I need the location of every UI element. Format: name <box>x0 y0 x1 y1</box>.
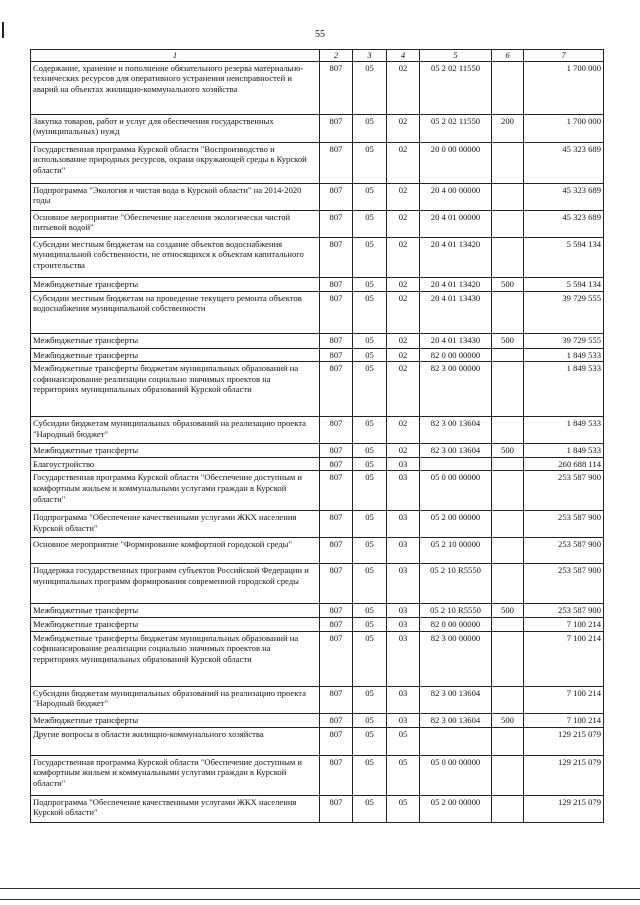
column-header: 6 <box>492 50 524 62</box>
row-ministry-code: 807 <box>320 333 353 348</box>
row-target-code: 82 3 00 13604 <box>420 686 492 713</box>
row-target-code: 05 2 02 11550 <box>420 114 492 142</box>
row-subsection-code: 02 <box>387 444 420 458</box>
row-target-code: 20 4 01 13420 <box>420 237 492 277</box>
row-name: Основное мероприятие "Обеспечение населения экологически чистой питьевой водой" <box>31 210 320 237</box>
row-amount: 129 215 079 <box>524 795 604 822</box>
bottom-divider <box>0 888 640 889</box>
row-target-code: 05 2 10 00000 <box>420 538 492 564</box>
row-ministry-code: 807 <box>320 348 353 362</box>
row-subsection-code: 02 <box>387 417 420 444</box>
row-ministry-code: 807 <box>320 795 353 822</box>
row-target-code: 20 4 01 13420 <box>420 277 492 291</box>
row-section-code: 05 <box>353 210 387 237</box>
table-row <box>31 362 604 417</box>
row-amount: 7 100 214 <box>524 631 604 686</box>
column-header: 1 <box>31 50 320 62</box>
row-subsection-code: 03 <box>387 686 420 713</box>
row-ministry-code: 807 <box>320 511 353 538</box>
row-expense-type <box>492 417 524 444</box>
row-expense-type <box>492 564 524 604</box>
column-header: 4 <box>387 50 420 62</box>
row-subsection-code: 02 <box>387 142 420 183</box>
row-target-code: 20 4 01 13430 <box>420 291 492 333</box>
row-section-code: 05 <box>353 511 387 538</box>
row-amount: 7 100 214 <box>524 617 604 631</box>
row-expense-type <box>492 727 524 755</box>
row-ministry-code: 807 <box>320 291 353 333</box>
row-amount: 1 849 533 <box>524 362 604 417</box>
table-row <box>31 795 604 822</box>
row-ministry-code: 807 <box>320 114 353 142</box>
row-section-code: 05 <box>353 617 387 631</box>
row-section-code: 05 <box>353 604 387 618</box>
table-row <box>31 210 604 237</box>
row-name: Межбюджетные трансферты бюджетам муниципальных образований на софинансирование реализации социально значимых проектов на территориях муниципальных образований Курской области <box>31 631 320 686</box>
row-amount: 5 594 134 <box>524 277 604 291</box>
row-ministry-code: 807 <box>320 183 353 210</box>
row-section-code: 05 <box>353 755 387 795</box>
row-subsection-code: 05 <box>387 755 420 795</box>
row-ministry-code: 807 <box>320 444 353 458</box>
row-name: Другие вопросы в области жилищно-коммунального хозяйства <box>31 727 320 755</box>
row-ministry-code: 807 <box>320 538 353 564</box>
row-target-code <box>420 457 492 471</box>
row-amount: 5 594 134 <box>524 237 604 277</box>
row-section-code: 05 <box>353 417 387 444</box>
table-row <box>31 471 604 511</box>
row-name: Межбюджетные трансферты <box>31 348 320 362</box>
row-name: Межбюджетные трансферты <box>31 277 320 291</box>
row-amount: 1 700 000 <box>524 61 604 114</box>
row-expense-type <box>492 511 524 538</box>
row-target-code: 82 0 00 00000 <box>420 617 492 631</box>
row-target-code: 82 3 00 00000 <box>420 362 492 417</box>
row-name: Субсидии бюджетам муниципальных образований на реализацию проекта "Народный бюджет" <box>31 686 320 713</box>
column-header: 2 <box>320 50 353 62</box>
row-target-code: 05 0 00 00000 <box>420 755 492 795</box>
row-ministry-code: 807 <box>320 457 353 471</box>
budget-table <box>30 49 604 823</box>
row-amount: 1 700 000 <box>524 114 604 142</box>
row-section-code: 05 <box>353 631 387 686</box>
page-number: 55 <box>315 29 325 40</box>
row-name: Поддержка государственных программ субъектов Российской Федерации и муниципальных программ формирования современной городской среды <box>31 564 320 604</box>
table-row <box>31 348 604 362</box>
table-row <box>31 617 604 631</box>
row-amount: 129 215 079 <box>524 727 604 755</box>
row-name: Государственная программа Курской области "Обеспечение доступным и комфортным жильем и коммунальными услугами граждан в Курской области" <box>31 755 320 795</box>
table-row <box>31 61 604 114</box>
table-row <box>31 291 604 333</box>
row-ministry-code: 807 <box>320 755 353 795</box>
row-expense-type <box>492 686 524 713</box>
row-amount: 39 729 555 <box>524 333 604 348</box>
row-ministry-code: 807 <box>320 713 353 727</box>
row-target-code: 05 2 02 11550 <box>420 61 492 114</box>
row-expense-type <box>492 210 524 237</box>
row-subsection-code: 03 <box>387 604 420 618</box>
table-row <box>31 713 604 727</box>
row-section-code: 05 <box>353 277 387 291</box>
row-amount: 253 587 900 <box>524 604 604 618</box>
row-name: Межбюджетные трансферты <box>31 617 320 631</box>
row-name: Государственная программа Курской области "Обеспечение доступным и комфортным жильем и коммунальными услугами граждан в Курской области" <box>31 471 320 511</box>
table-row <box>31 631 604 686</box>
row-amount: 7 100 214 <box>524 713 604 727</box>
row-section-code: 05 <box>353 237 387 277</box>
row-amount: 253 587 900 <box>524 511 604 538</box>
bottom-divider <box>0 899 640 900</box>
table-row <box>31 333 604 348</box>
row-ministry-code: 807 <box>320 210 353 237</box>
row-name: Подпрограмма "Экология и чистая вода в Курской области" на 2014-2020 годы <box>31 183 320 210</box>
table-row <box>31 511 604 538</box>
row-amount: 1 849 533 <box>524 444 604 458</box>
row-subsection-code: 02 <box>387 348 420 362</box>
row-ministry-code: 807 <box>320 471 353 511</box>
row-subsection-code: 02 <box>387 362 420 417</box>
row-target-code: 82 3 00 00000 <box>420 631 492 686</box>
row-section-code: 05 <box>353 142 387 183</box>
column-header: 3 <box>353 50 387 62</box>
table-row <box>31 183 604 210</box>
row-name: Межбюджетные трансферты <box>31 444 320 458</box>
row-subsection-code: 05 <box>387 727 420 755</box>
row-amount: 45 323 689 <box>524 210 604 237</box>
row-expense-type: 500 <box>492 713 524 727</box>
row-section-code: 05 <box>353 727 387 755</box>
row-expense-type: 500 <box>492 333 524 348</box>
row-ministry-code: 807 <box>320 727 353 755</box>
row-expense-type <box>492 237 524 277</box>
row-name: Подпрограмма "Обеспечение качественными услугами ЖКХ населения Курской области" <box>31 795 320 822</box>
row-expense-type <box>492 631 524 686</box>
row-target-code: 20 0 00 00000 <box>420 142 492 183</box>
table-row <box>31 686 604 713</box>
row-expense-type <box>492 142 524 183</box>
row-name: Подпрограмма "Обеспечение качественными услугами ЖКХ населения Курской области" <box>31 511 320 538</box>
row-subsection-code: 03 <box>387 564 420 604</box>
row-target-code: 05 2 10 R5550 <box>420 564 492 604</box>
row-subsection-code: 02 <box>387 61 420 114</box>
row-target-code: 05 0 00 00000 <box>420 471 492 511</box>
row-amount: 45 323 689 <box>524 142 604 183</box>
row-ministry-code: 807 <box>320 142 353 183</box>
row-amount: 7 100 214 <box>524 686 604 713</box>
row-name: Благоустройство <box>31 457 320 471</box>
row-amount: 253 587 900 <box>524 564 604 604</box>
table-row <box>31 237 604 277</box>
table-row <box>31 142 604 183</box>
row-target-code: 05 2 00 00000 <box>420 795 492 822</box>
table-row <box>31 755 604 795</box>
row-section-code: 05 <box>353 348 387 362</box>
row-section-code: 05 <box>353 713 387 727</box>
row-target-code: 82 3 00 13604 <box>420 417 492 444</box>
table-row <box>31 457 604 471</box>
row-ministry-code: 807 <box>320 564 353 604</box>
row-name: Закупка товаров, работ и услуг для обеспечения государственных (муниципальных) нужд <box>31 114 320 142</box>
row-section-code: 05 <box>353 795 387 822</box>
row-subsection-code: 02 <box>387 114 420 142</box>
table-row <box>31 538 604 564</box>
row-expense-type <box>492 755 524 795</box>
row-name: Государственная программа Курской области "Воспроизводство и использование природных ресурсов, охрана окружающей среды в Курской области" <box>31 142 320 183</box>
row-section-code: 05 <box>353 686 387 713</box>
row-ministry-code: 807 <box>320 362 353 417</box>
row-amount: 1 849 533 <box>524 417 604 444</box>
row-expense-type <box>492 362 524 417</box>
row-expense-type: 500 <box>492 444 524 458</box>
row-amount: 260 688 114 <box>524 457 604 471</box>
row-target-code: 20 4 01 00000 <box>420 210 492 237</box>
row-target-code: 82 3 00 13604 <box>420 444 492 458</box>
row-section-code: 05 <box>353 457 387 471</box>
row-ministry-code: 807 <box>320 604 353 618</box>
row-section-code: 05 <box>353 362 387 417</box>
row-expense-type <box>492 795 524 822</box>
column-header: 5 <box>420 50 492 62</box>
row-target-code: 82 0 00 00000 <box>420 348 492 362</box>
row-target-code: 05 2 10 R5550 <box>420 604 492 618</box>
row-section-code: 05 <box>353 564 387 604</box>
row-target-code: 05 2 00 00000 <box>420 511 492 538</box>
row-name: Субсидии местным бюджетам на проведение текущего ремонта объектов водоснабжения муниципальной собственности <box>31 291 320 333</box>
row-subsection-code: 03 <box>387 457 420 471</box>
row-section-code: 05 <box>353 61 387 114</box>
row-ministry-code: 807 <box>320 61 353 114</box>
row-section-code: 05 <box>353 291 387 333</box>
row-section-code: 05 <box>353 333 387 348</box>
table-row <box>31 417 604 444</box>
row-name: Межбюджетные трансферты <box>31 333 320 348</box>
row-section-code: 05 <box>353 114 387 142</box>
row-expense-type: 500 <box>492 604 524 618</box>
row-ministry-code: 807 <box>320 686 353 713</box>
row-expense-type <box>492 457 524 471</box>
row-amount: 1 849 533 <box>524 348 604 362</box>
row-ministry-code: 807 <box>320 277 353 291</box>
row-ministry-code: 807 <box>320 417 353 444</box>
table-row <box>31 564 604 604</box>
row-subsection-code: 03 <box>387 538 420 564</box>
row-subsection-code: 02 <box>387 210 420 237</box>
row-name: Межбюджетные трансферты бюджетам муниципальных образований на софинансирование реализации социально значимых проектов на территориях муниципальных образований Курской области <box>31 362 320 417</box>
row-expense-type <box>492 617 524 631</box>
row-expense-type: 200 <box>492 114 524 142</box>
row-subsection-code: 05 <box>387 795 420 822</box>
row-section-code: 05 <box>353 444 387 458</box>
table-row <box>31 727 604 755</box>
row-amount: 45 323 689 <box>524 183 604 210</box>
row-subsection-code: 02 <box>387 333 420 348</box>
row-expense-type <box>492 538 524 564</box>
row-ministry-code: 807 <box>320 237 353 277</box>
row-name: Субсидии бюджетам муниципальных образований на реализацию проекта "Народный бюджет" <box>31 417 320 444</box>
row-subsection-code: 03 <box>387 471 420 511</box>
row-subsection-code: 03 <box>387 511 420 538</box>
row-target-code: 82 3 00 13604 <box>420 713 492 727</box>
row-subsection-code: 02 <box>387 237 420 277</box>
row-amount: 39 729 555 <box>524 291 604 333</box>
row-expense-type <box>492 348 524 362</box>
row-subsection-code: 03 <box>387 713 420 727</box>
table-row <box>31 277 604 291</box>
row-name: Содержание, хранение и пополнение обязательного резерва материально-технических ресурсов для оперативного устранения неисправностей и аварий на объектах жилищно-коммунального хозяйства <box>31 61 320 114</box>
row-expense-type: 500 <box>492 277 524 291</box>
row-ministry-code: 807 <box>320 617 353 631</box>
row-target-code: 20 4 00 00000 <box>420 183 492 210</box>
row-subsection-code: 02 <box>387 277 420 291</box>
table-header-row <box>31 50 604 62</box>
row-expense-type <box>492 183 524 210</box>
row-section-code: 05 <box>353 183 387 210</box>
row-expense-type <box>492 471 524 511</box>
table-body <box>31 61 604 822</box>
row-subsection-code: 02 <box>387 291 420 333</box>
row-amount: 129 215 079 <box>524 755 604 795</box>
table-row <box>31 604 604 618</box>
row-expense-type <box>492 61 524 114</box>
table-row <box>31 444 604 458</box>
row-section-code: 05 <box>353 471 387 511</box>
row-subsection-code: 03 <box>387 617 420 631</box>
row-target-code: 20 4 01 13430 <box>420 333 492 348</box>
row-section-code: 05 <box>353 538 387 564</box>
row-amount: 253 587 900 <box>524 471 604 511</box>
row-name: Субсидии местным бюджетам на создание объектов водоснабжения муниципальной собственности, не относящихся к объектам капитального строительства <box>31 237 320 277</box>
table-row <box>31 114 604 142</box>
row-subsection-code: 03 <box>387 631 420 686</box>
row-target-code <box>420 727 492 755</box>
row-amount: 253 587 900 <box>524 538 604 564</box>
row-name: Основное мероприятие "Формирование комфортной городской среды" <box>31 538 320 564</box>
column-header: 7 <box>524 50 604 62</box>
row-name: Межбюджетные трансферты <box>31 604 320 618</box>
row-expense-type <box>492 291 524 333</box>
row-name: Межбюджетные трансферты <box>31 713 320 727</box>
row-subsection-code: 02 <box>387 183 420 210</box>
row-ministry-code: 807 <box>320 631 353 686</box>
